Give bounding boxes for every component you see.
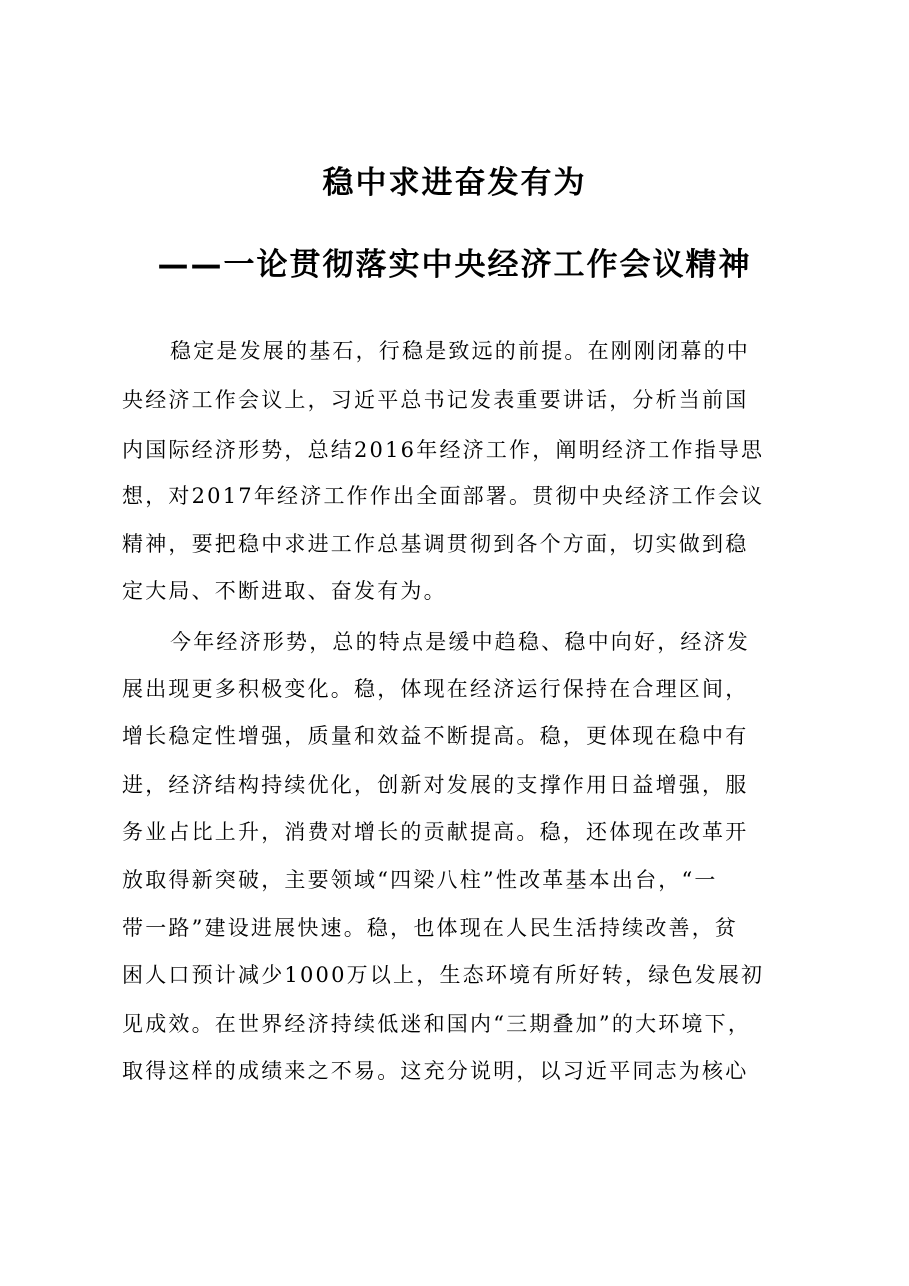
text-line: 央经济工作会议上，习近平总书记发表重要讲话，分析当前国 (122, 388, 749, 412)
document-subtitle: ——一论贯彻落实中央经济工作会议精神 (157, 247, 752, 283)
text-line: 今年经济形势，总的特点是缓中趋稳、稳中向好，经济发 (170, 630, 750, 654)
text-line: 见成效。在世界经济持续低迷和国内“三期叠加”的大环境下， (122, 1012, 752, 1036)
text-line: 进，经济结构持续优化，创新对发展的支撑作用日益增强，服 (122, 773, 749, 797)
text-line: 带一路”建设进展快速。稳，也体现在人民生活持续改善，贫 (122, 916, 739, 940)
text-line: 放取得新突破，主要领域“四梁八柱”性改革基本出台，“一 (122, 868, 718, 892)
text-line: 取得这样的成绩来之不易。这充分说明，以习近平同志为核心 (122, 1059, 749, 1083)
text-line: 内国际经济形势，总结2016年经济工作，阐明经济工作指导思 (122, 438, 765, 462)
text-line: 稳定是发展的基石，行稳是致远的前提。在刚刚闭幕的中 (170, 339, 750, 363)
text-line: 困人口预计减少1000万以上，生态环境有所好转，绿色发展初 (122, 963, 765, 987)
document-title: 稳中求进奋发有为 (322, 165, 587, 201)
text-line: 定大局、不断进取、奋发有为。 (122, 579, 447, 603)
text-line: 展出现更多积极变化。稳，体现在经济运行保持在合理区间， (122, 677, 749, 701)
text-line: 增长稳定性增强，质量和效益不断提高。稳，更体现在稳中有 (122, 724, 749, 748)
text-line: 精神，要把稳中求进工作总基调贯彻到各个方面，切实做到稳 (122, 532, 749, 556)
text-line: 想，对2017年经济工作作出全面部署。贯彻中央经济工作会议 (122, 484, 765, 508)
text-line: 务业占比上升，消费对增长的贡献提高。稳，还体现在改革开 (122, 820, 749, 844)
